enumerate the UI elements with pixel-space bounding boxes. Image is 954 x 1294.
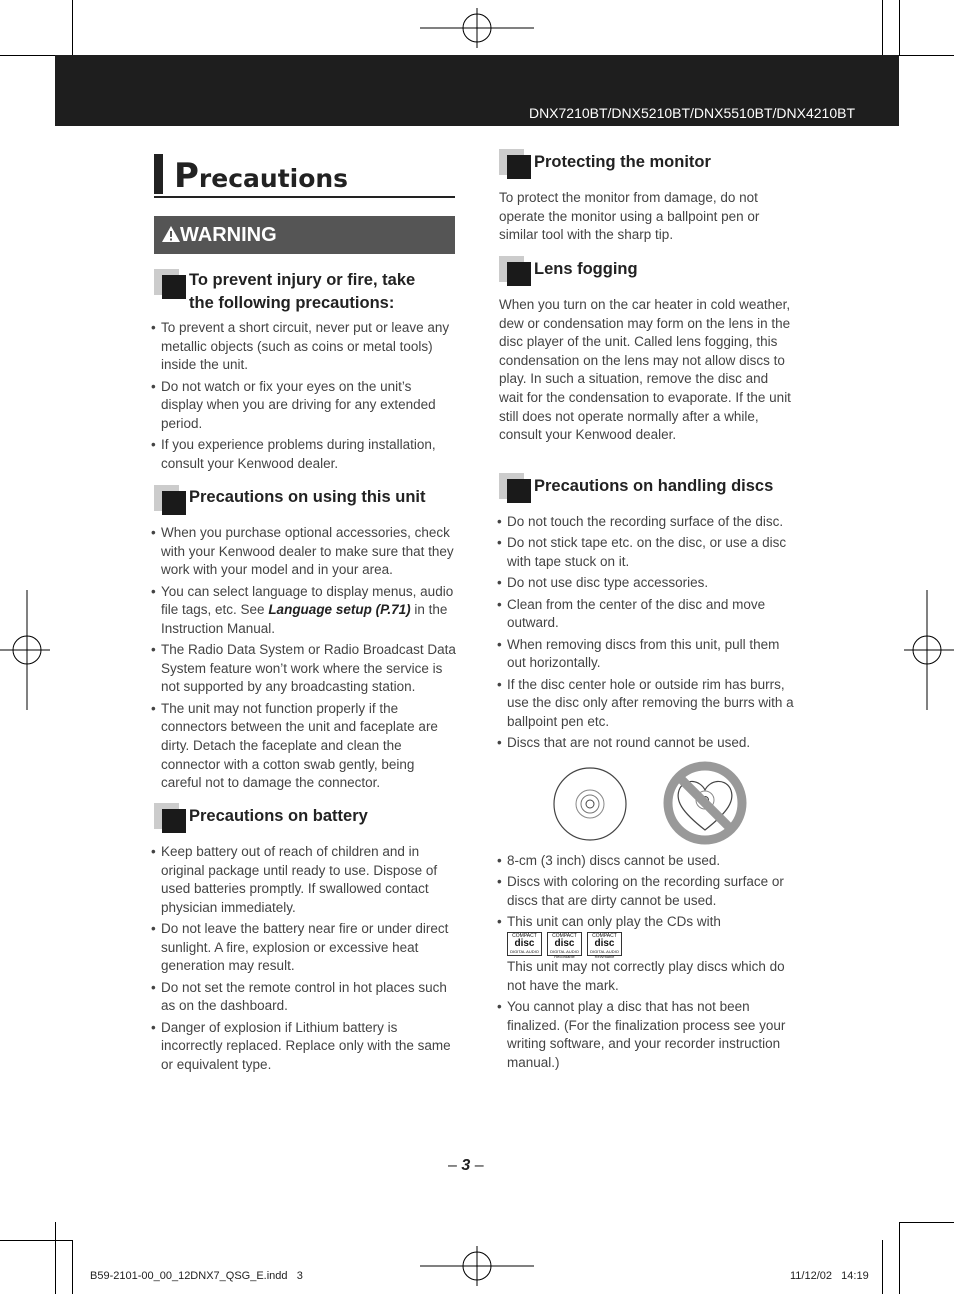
list-item: • Do not watch or fix your eyes on the unit’s display when you are driving for any extended period. bbox=[153, 378, 453, 434]
page-title bbox=[174, 156, 348, 196]
list-item: • When you purchase optional accessories, check with your Kenwood dealer to make sure that they work with your model and in your area. bbox=[153, 524, 457, 580]
injury-list bbox=[153, 319, 453, 476]
section-marker bbox=[507, 479, 531, 503]
title-accent-bar bbox=[154, 154, 163, 194]
warning-icon bbox=[162, 226, 180, 242]
logo-top: COMPACT bbox=[552, 932, 577, 939]
logo-main: disc bbox=[514, 937, 535, 949]
battery-list bbox=[153, 843, 453, 1077]
section-discs bbox=[499, 473, 799, 503]
footer-timestamp: 11/12/02 14:19 bbox=[790, 1270, 869, 1282]
page-number: – 3 – bbox=[448, 1157, 484, 1174]
section-heading: Protecting the monitor bbox=[534, 153, 711, 171]
crop-mark bbox=[899, 0, 900, 55]
cd-logo-row bbox=[507, 932, 799, 958]
section-marker bbox=[162, 809, 186, 833]
section-heading: Precautions on using this unit bbox=[189, 488, 426, 506]
registration-mark bbox=[420, 8, 534, 48]
crop-mark bbox=[882, 1240, 883, 1294]
crop-mark bbox=[899, 1222, 954, 1223]
list-item: • Do not use disc type accessories. bbox=[499, 574, 799, 593]
title-rest: recautions bbox=[198, 164, 349, 193]
prohibited-heart-disc-icon bbox=[662, 760, 748, 846]
logo-sub: DIGITAL AUDIO Recordable bbox=[550, 948, 579, 959]
list-item: • Keep battery out of reach of children and in original package until ready to use. Dispose of used batteries promptly. If swallowed contact physician immediately. bbox=[153, 843, 453, 917]
list-item: • Danger of explosion if Lithium battery is incorrectly replaced. Replace only with the same or equivalent type. bbox=[153, 1019, 453, 1075]
logo-sub: DIGITAL AUDIO ReWritable bbox=[590, 948, 619, 959]
list-item: • The unit may not function properly if the connectors between the unit and faceplate are dirty. Detach the faceplate and clean the connector with a cotton swab gently, being careful not to damage the connector. bbox=[153, 700, 457, 793]
page-number-value: 3 bbox=[461, 1157, 471, 1174]
discs-list-continued bbox=[499, 852, 799, 1075]
logo-main: disc bbox=[594, 937, 615, 949]
section-marker bbox=[507, 262, 531, 286]
list-item: • Do not stick tape etc. on the disc, or use a disc with tape stuck on it. bbox=[499, 534, 799, 571]
registration-mark bbox=[0, 590, 50, 710]
section-heading: Precautions on battery bbox=[189, 807, 368, 825]
section-heading: Lens fogging bbox=[534, 260, 638, 278]
section-fogging bbox=[499, 256, 799, 286]
using-list bbox=[153, 524, 457, 796]
registration-mark bbox=[904, 590, 954, 710]
list-item: • To prevent a short circuit, never put or leave any metallic objects (such as coins or metal tools) inside the unit. bbox=[153, 319, 453, 375]
footer-filename: B59-2101-00_00_12DNX7_QSG_E.indd 3 bbox=[90, 1270, 303, 1282]
section-injury bbox=[154, 269, 455, 319]
list-item: • If the disc center hole or outside rim has burrs, use the disc only after removing the burrs with a ballpoint pen etc. bbox=[499, 676, 799, 732]
section-marker bbox=[162, 275, 186, 299]
list-item: • Do not set the remote control in hot places such as on the dashboard. bbox=[153, 979, 453, 1016]
section-using bbox=[154, 485, 455, 515]
item-text: You can select language to display menus, audio file tags, etc. See bbox=[161, 583, 454, 618]
logo-top: COMPACT bbox=[512, 932, 537, 939]
crop-mark bbox=[55, 1222, 56, 1294]
page-title-block bbox=[154, 154, 455, 198]
registration-mark bbox=[420, 1246, 534, 1286]
discs-list bbox=[499, 513, 799, 756]
item-text: in the Instruction Manual. bbox=[161, 602, 448, 636]
section-marker bbox=[507, 155, 531, 179]
compact-disc-rewritable-logo-icon bbox=[587, 932, 622, 959]
list-item: • Discs with coloring on the recording surface or discs that are dirty cannot be used. bbox=[499, 873, 799, 910]
model-name: DNX7210BT/DNX5210BT/DNX5510BT/DNX4210BT bbox=[528, 105, 855, 121]
list-item: • The Radio Data System or Radio Broadcast Data System feature won’t work where the service is not supported by any broadcasting station. bbox=[153, 641, 457, 697]
list-item: • Discs that are not round cannot be used. bbox=[499, 734, 799, 753]
title-initial: P bbox=[174, 156, 199, 196]
warning-label: WARNING bbox=[180, 224, 277, 246]
list-item bbox=[153, 583, 457, 639]
list-item: • You cannot play a disc that has not been finalized. (For the finalization process see your writing software, and your recorder instruction manual.) bbox=[499, 998, 799, 1072]
section-battery bbox=[154, 803, 455, 833]
logo-main: disc bbox=[554, 937, 575, 949]
heading-line: To prevent injury or fire, take bbox=[189, 271, 416, 289]
section-heading: Precautions on handling discs bbox=[534, 477, 774, 495]
list-item: • Clean from the center of the disc and move outward. bbox=[499, 596, 799, 633]
section-monitor bbox=[499, 149, 799, 179]
crop-mark bbox=[899, 1222, 900, 1294]
round-disc-icon bbox=[552, 766, 632, 846]
item-text: This unit may not correctly play discs which do not have the mark. bbox=[507, 958, 785, 993]
crop-mark bbox=[899, 55, 954, 56]
crop-mark bbox=[0, 1240, 72, 1241]
logo-top: COMPACT bbox=[592, 932, 617, 939]
compact-disc-recordable-logo-icon bbox=[547, 932, 582, 959]
fogging-text: When you turn on the car heater in cold weather, dew or condensation may form on the lens in the disc player of the unit. Called lens fogging, this condensation on the lens may not allow discs to play. In such a situation, remove the disc and wait for the condensation to evaporate. If the unit still does not operate normally after a while, consult your Kenwood dealer. bbox=[499, 297, 791, 443]
section-marker bbox=[162, 491, 186, 515]
section-heading bbox=[189, 269, 415, 315]
monitor-text: To protect the monitor from damage, do not operate the monitor using a ballpoint pen or similar tool with the sharp tip. bbox=[499, 190, 760, 243]
list-item: • When removing discs from this unit, pull them out horizontally. bbox=[499, 636, 799, 673]
compact-disc-logo-icon bbox=[507, 932, 542, 956]
warning-banner bbox=[154, 216, 455, 254]
list-item: • If you experience problems during installation, consult your Kenwood dealer. bbox=[153, 436, 453, 473]
crop-mark bbox=[72, 1240, 73, 1294]
heading-line: the following precautions: bbox=[189, 294, 395, 312]
logo-sub: DIGITAL AUDIO bbox=[510, 948, 539, 954]
manual-reference: Language setup (P.71) bbox=[268, 602, 411, 618]
item-text: • This unit can only play the CDs with bbox=[507, 914, 721, 930]
list-item: • Do not touch the recording surface of the disc. bbox=[499, 513, 799, 532]
list-item: • 8-cm (3 inch) discs cannot be used. bbox=[499, 852, 799, 871]
list-item: • Do not leave the battery near fire or under direct sunlight. A fire, explosion or excessive heat generation may result. bbox=[153, 920, 453, 976]
list-item bbox=[499, 913, 799, 995]
